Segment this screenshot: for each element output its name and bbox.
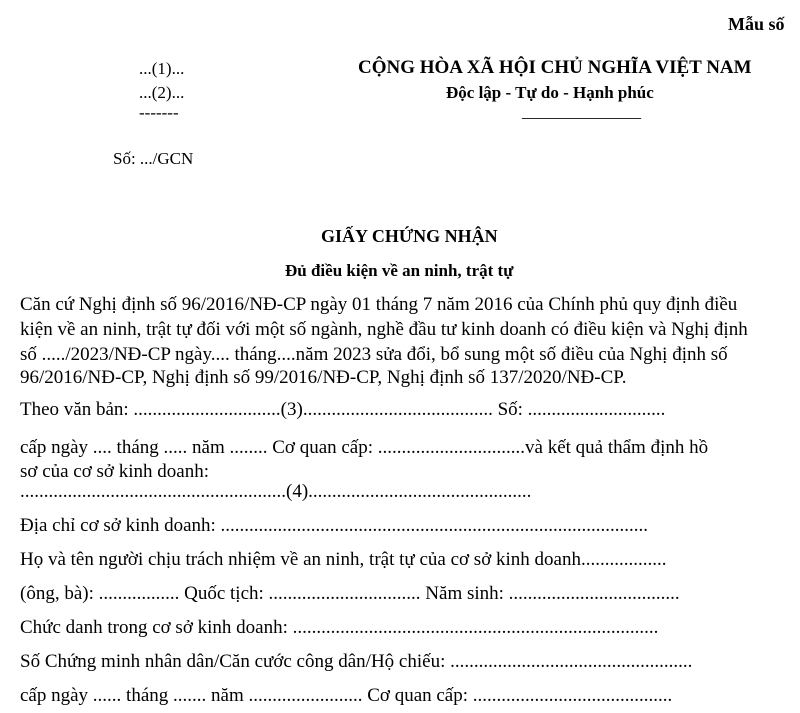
field-dossier-label: sơ của cơ sở kinh doanh:	[20, 461, 209, 482]
field-issue-date: cấp ngày .... tháng ..... năm ........ Cơ quan cấp: ...............................và kết quả thẩm định hồ	[20, 437, 709, 458]
preamble-line: kiện về an ninh, trật tự đối với một số ngành, nghề đầu tư kinh doanh có điều kiện và Nghị định	[20, 319, 748, 340]
issuer-line-1: ...(1)...	[139, 59, 185, 78]
issuer-line-2: ...(2)...	[139, 83, 185, 102]
field-document-reference: Theo văn bản: ...............................(3)........................................ Số: .............................	[20, 399, 666, 420]
form-number-label: Mẫu số	[728, 14, 785, 34]
national-motto: Độc lập - Tự do - Hạnh phúc	[446, 83, 654, 102]
document-number: Số: .../GCN	[113, 149, 194, 168]
motto-underline: ______________	[522, 102, 641, 121]
issuer-underline: -------	[139, 103, 179, 122]
field-person-details: (ông, bà): ................. Quốc tịch: ................................ Năm sinh: ....................................	[20, 583, 680, 604]
preamble-line: 96/2016/NĐ-CP, Nghị định số 99/2016/NĐ-CP, Nghị định số 137/2020/NĐ-CP.	[20, 367, 627, 388]
field-id-issue: cấp ngày ...... tháng ....... năm ........................ Cơ quan cấp: ..........................................	[20, 685, 673, 706]
document-subtitle: Đủ điều kiện về an ninh, trật tự	[285, 261, 514, 280]
document-title: GIẤY CHỨNG NHẬN	[321, 226, 498, 246]
country-name: CỘNG HÒA XÃ HỘI CHỦ NGHĨA VIỆT NAM	[358, 57, 752, 78]
field-business-address: Địa chỉ cơ sở kinh doanh: ..........................................................................................	[20, 515, 649, 536]
field-dossier-value: ........................................................(4)...............................................	[20, 481, 532, 502]
preamble-line: số ...../2023/NĐ-CP ngày.... tháng....năm 2023 sửa đổi, bổ sung một số điều của Nghị định số	[20, 344, 728, 365]
field-job-title: Chức danh trong cơ sở kinh doanh: .............................................................................	[20, 617, 659, 638]
field-responsible-person: Họ và tên người chịu trách nhiệm về an ninh, trật tự của cơ sở kinh doanh..................	[20, 549, 667, 570]
field-id-document: Số Chứng minh nhân dân/Căn cước công dân/Hộ chiếu: ...................................................	[20, 651, 693, 672]
preamble-line: Căn cứ Nghị định số 96/2016/NĐ-CP ngày 01 tháng 7 năm 2016 của Chính phủ quy định điều	[20, 294, 738, 315]
